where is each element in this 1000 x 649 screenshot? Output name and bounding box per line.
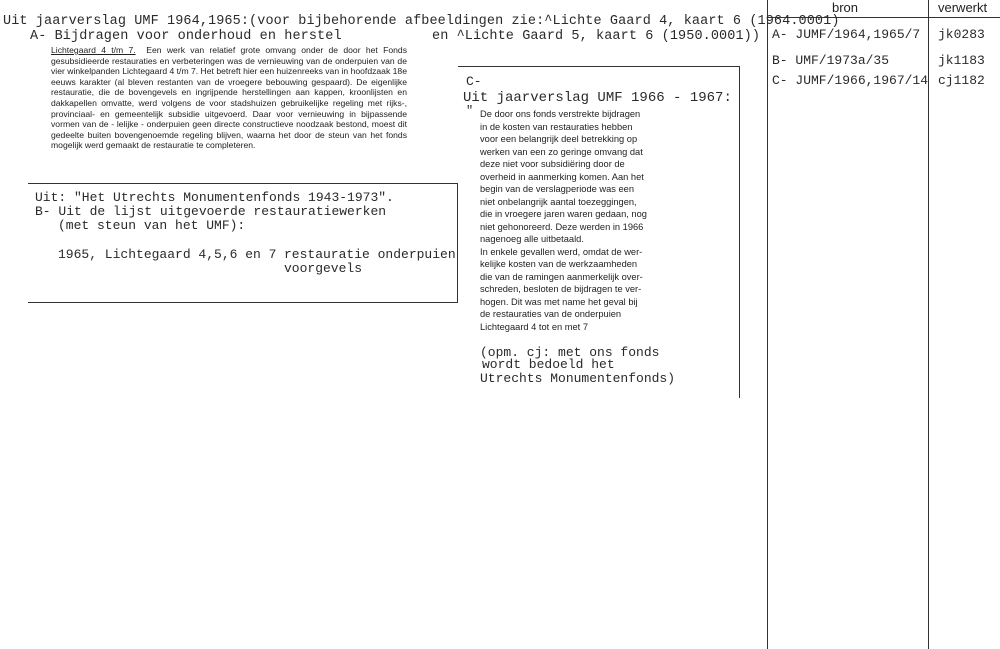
bron-column-left-border [767, 0, 768, 649]
section-c-line: de restauraties van de onderpuien [480, 309, 622, 319]
section-b-source-line: Uit: "Het Utrechts Monumentenfonds 1943-1973". [35, 190, 394, 205]
section-c-line: nagenoeg alle uitbetaald. [480, 234, 584, 244]
section-c-body [480, 108, 725, 333]
section-c-line: deze niet voor subsidiëring door de [480, 159, 625, 169]
section-c-line: De door ons fonds verstrekte bijdragen [480, 109, 641, 119]
source-verwerkt-b: jk1183 [938, 53, 985, 68]
section-c-line: die in vroegere jaren waren gedaan, nog [480, 209, 647, 219]
section-b-right-border [457, 183, 458, 303]
section-b-work-line-2: voorgevels [284, 261, 363, 276]
section-a-text [51, 45, 407, 151]
verwerkt-column-left-border [928, 0, 929, 649]
section-c-line: kelijke kosten van de werkzaamheden [480, 259, 638, 269]
source-verwerkt-a: jk0283 [938, 27, 985, 42]
section-a-body: Een werk van relatief grote omvang onder de door het Fonds gesubsidieerde restauraties en verbeteringen was de vernieuwing van de onderpuien van de vier winkelpanden Lichtegaard 4 t/m 7. Het betreft hier een huizenreeks van in hoofdzaak 18e eeuws karakter (al bleven restanten van de vroegere bebouwing gespaard). De eigenlijke restauratie, die de bovengevels en ingrijpende herstellingen aan kappen, kroonlijsten en dakkapellen omvatte, werd volgens de voor stadshuizen gebruikelijke regeling met rijks-, provinciaal- en gemeentelijk subsidie uitgevoerd. Daar voor vernieuwing in bijpassende vormen van de - lelijke - onderpuien geen directe constructieve noodzaak bestond, moest dit gedeelte buiten bovengenoemde regeling blijven, waarna het door de steun van het fonds mogelijk werd gemaakt de restauratie te completeren. [51, 45, 407, 151]
section-c-note-line-1: (opm. cj: met ons fonds [480, 345, 660, 360]
section-c-line: die van de ramingen aanmerkelijk over- [480, 271, 643, 282]
section-b-subheading: (met steun van het UMF): [58, 218, 246, 233]
section-c-quote-mark: " [466, 104, 474, 118]
bron-column-header: bron [832, 0, 859, 15]
section-c-line: Lichtegaard 4 tot en met 7 [480, 321, 589, 332]
section-c-label: C- [466, 74, 482, 89]
section-c-top-border [458, 66, 740, 67]
section-c-line: niet gehonoreerd. Deze werden in 1966 [480, 221, 644, 232]
source-verwerkt-c: cj1182 [938, 73, 985, 88]
section-c-note-line-2: wordt bedoeld het [482, 357, 615, 372]
section-c-line: overheid in aanmerking komen. Aan het [480, 171, 644, 182]
header-line-2-right: en ^Lichte Gaard 5, kaart 6 (1950.0001)) [432, 29, 761, 44]
section-b-year-item: 1965, Lichtegaard 4,5,6 en 7 [58, 247, 277, 262]
source-bron-a: A- JUMF/1964,1965/7 [772, 27, 921, 42]
section-c-right-border [739, 66, 740, 398]
section-a-b-divider [28, 183, 458, 184]
section-c-line: in de kosten van restauraties hebben [480, 121, 633, 132]
section-c-note-line-3: Utrechts Monumentenfonds) [480, 371, 676, 386]
section-c-title: Uit jaarverslag UMF 1966 - 1967: [463, 90, 732, 106]
header-line-2-left: A- Bijdragen voor onderhoud en herstel [30, 29, 342, 44]
section-c-line: hogen. Dit was met name het geval bij [480, 296, 638, 307]
section-b-heading: B- Uit de lijst uitgevoerde restauratiewerken [35, 204, 387, 219]
section-b-work-line-1: restauratie onderpuien [284, 247, 456, 262]
section-c-line: niet onbelangrijk aantal toezeggingen, [480, 196, 637, 207]
verwerkt-column-header: verwerkt [938, 0, 988, 15]
source-bron-c: C- JUMF/1966,1967/14 [772, 73, 929, 88]
section-c-line: In enkele gevallen werd, omdat de wer- [480, 246, 643, 257]
section-a-title: Lichtegaard 4 t/m 7. [51, 45, 136, 55]
section-c-line: schreden, besloten de bijdragen te ver- [480, 284, 642, 294]
section-c-line: begin van de verslagperiode was een [480, 184, 635, 194]
section-c-line: werken van een zo geringe omvang dat [480, 146, 643, 157]
header-line-1: Uit jaarverslag UMF 1964,1965:(voor bijbehorende afbeeldingen zie:^Lichte Gaard 4, kaart 6 (1964.0001) [3, 14, 840, 29]
section-c-line: voor een belangrijk deel betrekking op [480, 134, 638, 144]
section-b-bottom-border [28, 302, 458, 303]
source-bron-b: B- UMF/1973a/35 [772, 53, 890, 68]
